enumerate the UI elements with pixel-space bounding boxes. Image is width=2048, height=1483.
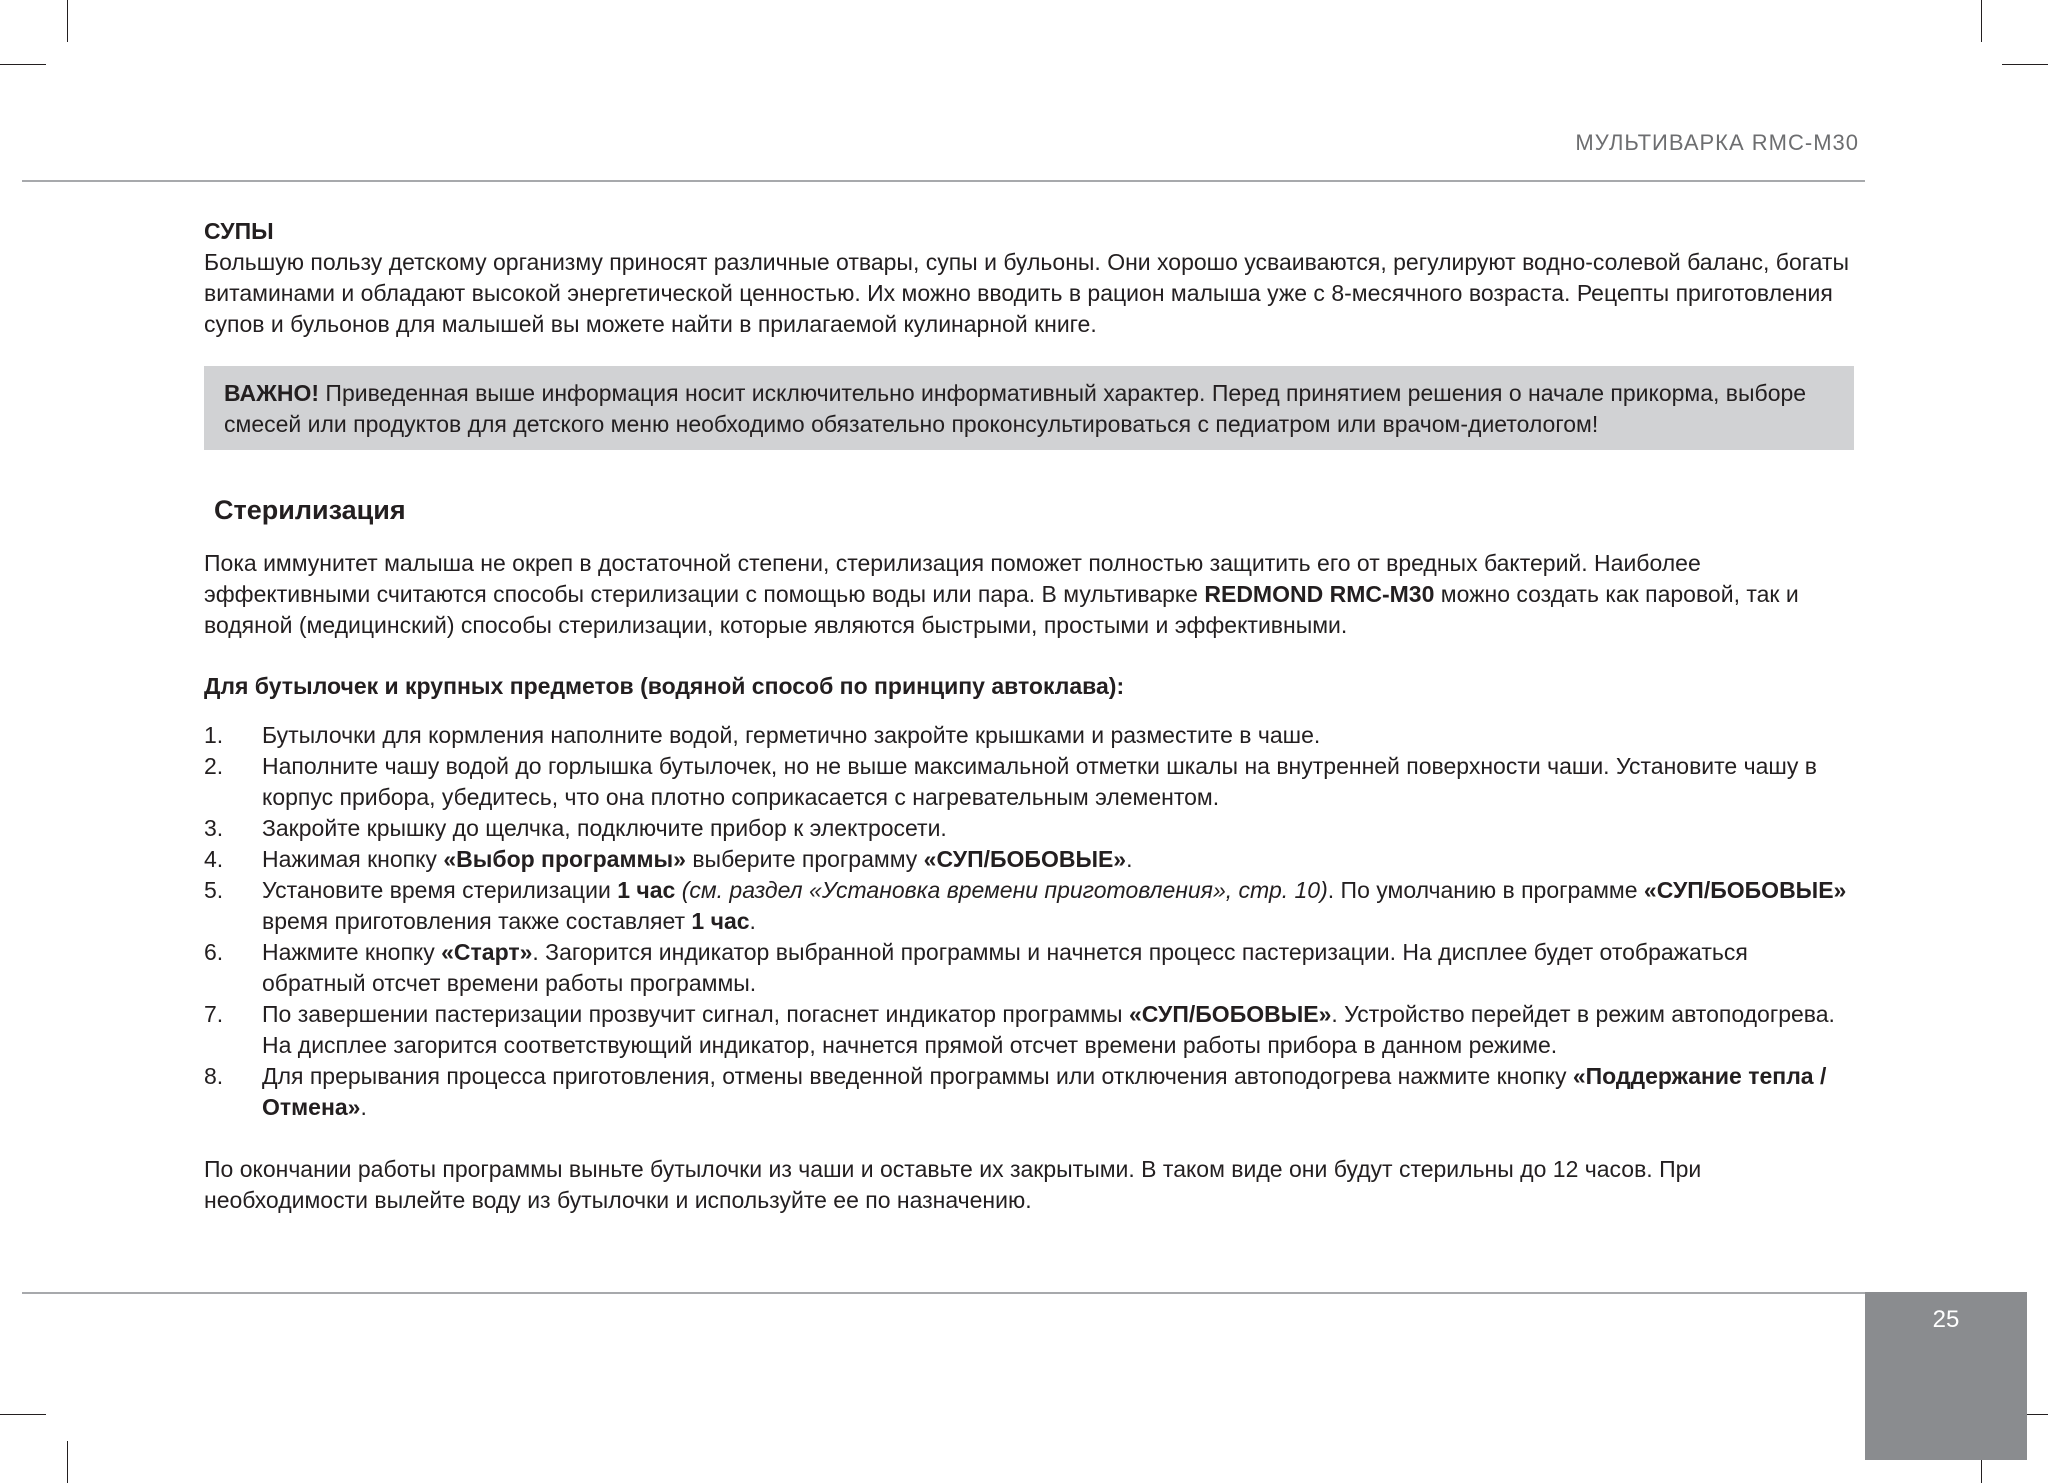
list-item-text: Бутылочки для кормления наполните водой, герметично закройте крышками и разместите в чаше. [262, 722, 1321, 748]
list-item-number: 2. [204, 753, 224, 779]
list-item-text: время приготовления также составляет [262, 908, 692, 934]
page-number-box [1865, 1292, 2027, 1460]
list-item-number: 1. [204, 722, 224, 748]
important-note [204, 366, 1854, 450]
emphasis-text: «СУП/БОБОВЫЕ» [1128, 1001, 1332, 1027]
list-item-number: 5. [204, 877, 224, 903]
list-item [204, 1061, 1854, 1123]
running-header: МУЛЬТИВАРКА RMC-M30 [1575, 130, 1859, 155]
page-content [204, 216, 1854, 1216]
crop-mark [1981, 0, 1982, 42]
crop-mark [0, 1414, 46, 1415]
list-item-number: 8. [204, 1063, 224, 1089]
list-item [204, 813, 1854, 844]
list-item-text: . [1126, 846, 1133, 872]
list-item-text: . [360, 1094, 367, 1120]
emphasis-text: 1 час [617, 877, 676, 903]
list-item [204, 937, 1854, 999]
emphasis-text: «Поддержание тепла /Отмена» [262, 1063, 1827, 1120]
header-divider [22, 180, 1865, 182]
brand-model: REDMOND RMC-M30 [1204, 581, 1435, 607]
note-label: ВАЖНО! [224, 380, 320, 406]
intro-text-end: можно создать как паровой, так и водяной (медицинский) способы стерилизации, которые являются быстрыми, простыми и эффективными. [204, 581, 1799, 638]
list-item-text: Наполните чашу водой до горлышка бутылочек, но не выше максимальной отметки шкалы на внутренней поверхности чаши. Установите чашу в корпус прибора, убедитесь, что она плотно соприкасается с нагревательным элементом. [262, 753, 1817, 810]
crop-mark [0, 64, 46, 65]
emphasis-text: «СУП/БОБОВЫЕ» [1643, 877, 1847, 903]
bottles-subheading: Для бутылочек и крупных предметов (водяной способ по принципу автоклава): [204, 673, 1125, 699]
list-item-text: выберите программу [685, 846, 924, 872]
list-item-text: Нажмите кнопку [262, 939, 442, 965]
crop-mark [67, 0, 68, 42]
list-item-text: . По умолчанию в программе [1327, 877, 1644, 903]
intro-text: Пока иммунитет малыша не окреп в достаточной степени, стерилизация поможет полностью защитить его от вредных бактерий. Наиболее эффективными считаются способы стерилизации с помощью воды или пара. В мультиварке [204, 550, 1701, 607]
list-item-text: . Загорится индикатор выбранной программы и начнется процесс пастеризации. На дисплее будет отображаться обратный отсчет времени работы программы. [262, 939, 1748, 996]
emphasis-text: 1 час [691, 908, 750, 934]
emphasis-text: «Выбор программы» [443, 846, 686, 872]
list-item-number: 6. [204, 939, 224, 965]
list-item-text: Закройте крышку до щелчка, подключите прибор к электросети. [262, 815, 947, 841]
crop-mark [2002, 64, 2048, 65]
sterilization-intro [204, 548, 1854, 641]
closing-paragraph: По окончании работы программы выньте бутылочки из чаши и оставьте их закрытыми. В таком виде они будут стерильны до 12 часов. При необходимости вылейте воду из бутылочки и используйте ее по назначению. [204, 1156, 1702, 1213]
list-item-text: Для прерывания процесса приготовления, отмены введенной программы или отключения автоподогрева нажмите кнопку [262, 1063, 1573, 1089]
soups-paragraph: Большую пользу детскому организму приносят различные отвары, супы и бульоны. Они хорошо усваиваются, регулируют водно-солевой баланс, богаты витаминами и обладают высокой энергетической ценностью. Их можно вводить в рацион малыша уже с 8-месячного возраста. Рецепты приготовления супов и бульонов для малышей вы можете найти в прилагаемой кулинарной книге. [204, 249, 1849, 337]
list-item [204, 751, 1854, 813]
note-text: Приведенная выше информация носит исключительно информативный характер. Перед принятием решения о начале прикорма, выборе смесей или продуктов для детского меню необходимо обязательно проконсультироваться с педиатром или врачом-диетологом! [224, 380, 1807, 437]
list-item-text: . Устройство перейдет в режим автоподогрева. На дисплее загорится соответствующий индикатор, начнется прямой отсчет времени работы прибора в данном режиме. [262, 1001, 1835, 1058]
footer-divider [22, 1292, 1865, 1294]
emphasis-text: «СУП/БОБОВЫЕ» [923, 846, 1127, 872]
reference-text: (см. раздел «Установка времени приготовления», стр. 10) [681, 877, 1328, 903]
list-item-text: Нажимая кнопку [262, 846, 444, 872]
list-item-number: 3. [204, 815, 224, 841]
list-item [204, 720, 1854, 751]
emphasis-text: «Старт» [441, 939, 533, 965]
list-item [204, 844, 1854, 875]
page-number: 25 [1932, 1306, 1960, 1333]
crop-mark [67, 1441, 68, 1483]
list-item-text: Установите время стерилизации [262, 877, 618, 903]
list-item-number: 4. [204, 846, 224, 872]
list-item [204, 875, 1854, 937]
list-item-text: По завершении пастеризации прозвучит сигнал, погаснет индикатор программы [262, 1001, 1129, 1027]
section-title-sterilization: Стерилизация [214, 495, 406, 525]
steps-list [204, 720, 1854, 1123]
list-item-number: 7. [204, 1001, 224, 1027]
list-item-text: . [749, 908, 756, 934]
list-item [204, 999, 1854, 1061]
section-title-soups: СУПЫ [204, 218, 274, 244]
